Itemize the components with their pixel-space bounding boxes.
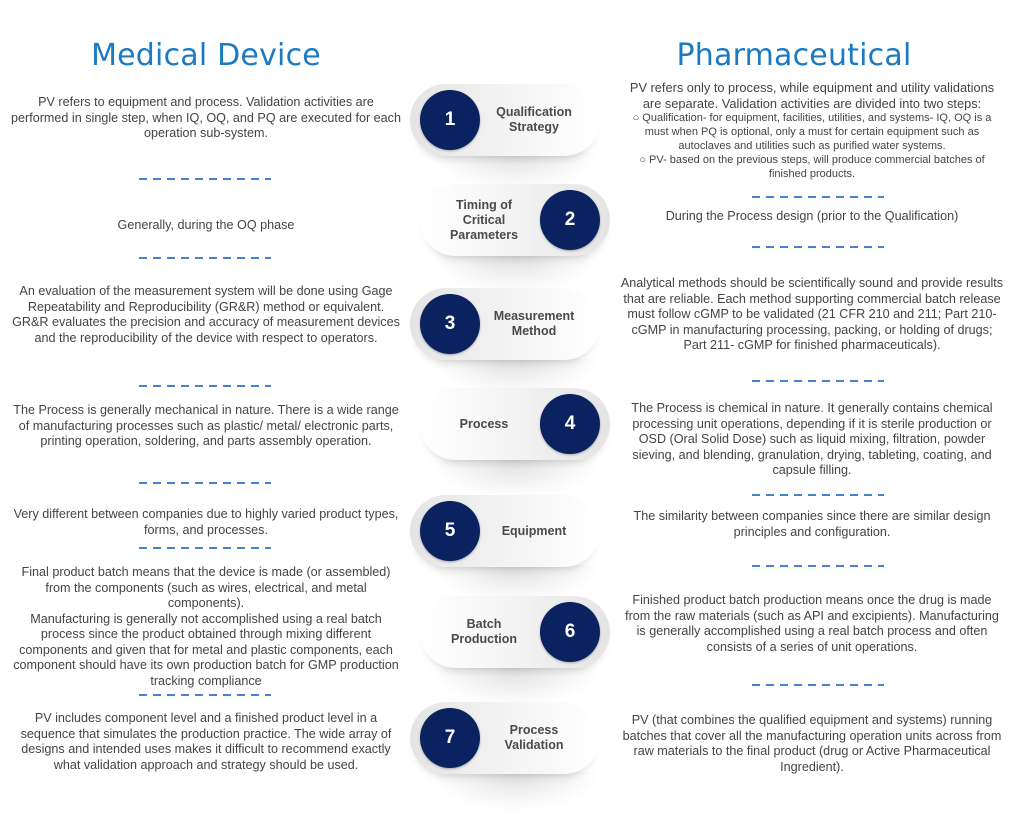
step-label: Process Validation <box>504 723 564 752</box>
ph-measurement-text: Analytical methods should be scientifically sound and provide results that are reliable. Each method supporting commercial batch release must follow cGMP to be validated (21 CFR 210 and 211; Part 210-cGMP in manufacturing processing, packing, or holding of drugs; Part 211- cGMP for finished pharmaceuticals). <box>620 276 1004 352</box>
step-number-badge: 1 <box>420 90 480 150</box>
ph-qualification-intro: PV refers only to process, while equipment and utility validations are separate. Validation activities are divided into two steps: <box>629 80 995 111</box>
step-6-batch-production <box>420 596 610 668</box>
step-label: Measurement Method <box>493 309 575 338</box>
md-process-text: The Process is generally mechanical in nature. There is a wide range of manufacturing processes such as plastic/ metal/ electronic parts, printing operation, soldering, and parts assembly operation. <box>13 403 399 448</box>
ph-validation-text: PV (that combines the qualified equipment and systems) running batches that cover all the manufacturing operation units across from raw materials to the final product (drug or Active Pharmaceutical Ingredient). <box>622 713 1002 774</box>
medical-device-title: Medical Device <box>91 38 321 74</box>
divider <box>752 246 884 248</box>
ph-timing-text: During the Process design (prior to the Qualification) <box>665 209 959 223</box>
pill-shadow <box>430 460 600 500</box>
md-batch-para-2: Manufacturing is generally not accomplished using a real batch process since the product obtained through mixing different components and given that for metal and plastic components, each component should have its own production batch for GMP production tracking compliance <box>13 611 399 688</box>
md-validation-text: PV includes component level and a finished product level in a sequence that simulates the production practice. The wide array of designs and intended uses makes it difficult to recommend exactly what validation approach and strategy should be used. <box>20 711 392 772</box>
divider <box>752 494 884 496</box>
ph-batch-text: Finished product batch production means once the drug is made from the raw materials (such as API and excipients). Manufacturing is generally accomplished using a real batch process and often consists of a series of unit operations. <box>625 593 999 654</box>
step-5-equipment <box>410 495 600 567</box>
ph-qualification-bullet: ○ PV- based on the previous steps, will produce commercial batches of finished products. <box>639 154 985 180</box>
pill-shadow <box>430 772 600 812</box>
step-number-badge: 5 <box>420 501 480 561</box>
md-measurement-para-2: GR&R evaluates the precision and accuracy of measurement devices and the reproducibility of the device with respect to operators. <box>12 315 400 345</box>
divider <box>139 482 271 484</box>
step-7-process-validation <box>410 702 600 774</box>
pharmaceutical-title: Pharmaceutical <box>676 38 912 74</box>
md-batch-text <box>10 565 402 689</box>
ph-qualification-strategy-text <box>620 80 1004 181</box>
divider <box>139 178 271 180</box>
step-number-badge: 3 <box>420 294 480 354</box>
md-batch-para-1: Final product batch means that the device is made (or assembled) from the components (such as wires, electrical, and metal components). <box>21 565 391 610</box>
step-2-timing-critical-parameters <box>420 184 610 256</box>
divider <box>139 694 271 696</box>
step-label: Batch Production <box>451 617 517 646</box>
divider <box>752 196 884 198</box>
step-number-badge: 2 <box>540 190 600 250</box>
step-number-badge: 7 <box>420 708 480 768</box>
md-measurement-para-1: An evaluation of the measurement system will be done using Gage Repeatability and Reproducibility (GR&R) method or equivalent. <box>19 284 393 314</box>
ph-qualification-bullet: ○ Qualification- for equipment, facilities, utilities, and systems- IQ, OQ is a must when PQ is optional, only a must for certain equipment such as autoclaves and utilities such as purified water systems. <box>632 112 992 152</box>
step-label: Process <box>459 416 509 431</box>
md-qualification-strategy-text: PV refers to equipment and process. Validation activities are performed in single step, when IQ, OQ, and PQ are executed for each operation sub-system. <box>11 95 401 140</box>
step-1-qualification-strategy <box>410 84 600 156</box>
divider <box>752 684 884 686</box>
divider <box>139 385 271 387</box>
step-label: Equipment <box>501 523 567 538</box>
ph-process-text: The Process is chemical in nature. It generally contains chemical processing unit operations, depending if it is sterile production or OSD (Oral Solid Dose) such as liquid mixing, filtration, powder sieving, and blending, granulation, drying, tableting, coating, and capsule filling. <box>631 401 993 477</box>
step-label: Qualification Strategy <box>496 105 572 134</box>
divider <box>139 547 271 549</box>
step-4-process <box>420 388 610 460</box>
divider <box>752 380 884 382</box>
step-3-measurement-method <box>410 288 600 360</box>
divider <box>139 257 271 259</box>
ph-equipment-text: The similarity between companies since there are similar design principles and configuration. <box>633 509 991 539</box>
step-label: Timing of Critical Parameters <box>449 197 519 242</box>
divider <box>752 565 884 567</box>
step-number-badge: 4 <box>540 394 600 454</box>
md-equipment-text: Very different between companies due to highly varied product types, forms, and processes. <box>13 507 399 537</box>
step-number-badge: 6 <box>540 602 600 662</box>
md-timing-text: Generally, during the OQ phase <box>117 218 295 232</box>
md-measurement-text <box>10 284 402 346</box>
